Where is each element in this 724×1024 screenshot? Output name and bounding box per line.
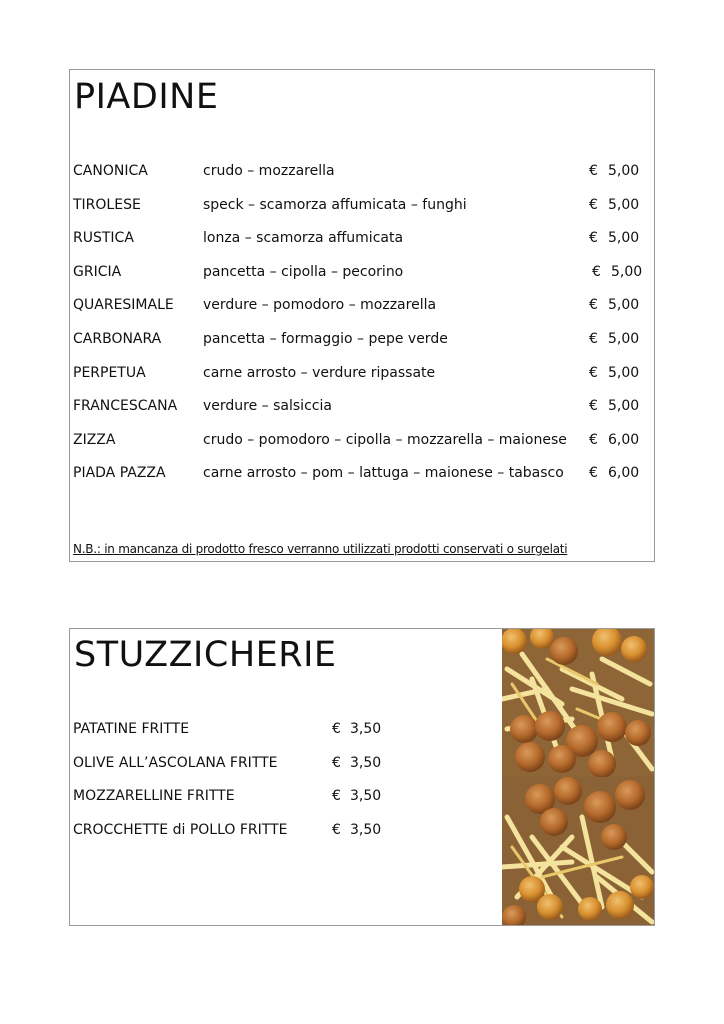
item-description: crudo – pomodoro – cipolla – mozzarella – maionese xyxy=(203,431,567,448)
item-description: lonza – scamorza affumicata xyxy=(203,230,404,247)
item-name: PERPETUA xyxy=(73,364,146,381)
snack-currency: € xyxy=(332,754,341,771)
piadine-section xyxy=(69,69,655,562)
item-description: pancetta – formaggio – pepe verde xyxy=(203,331,448,347)
menu-item-gricia xyxy=(70,262,654,282)
item-price: 5,00 xyxy=(608,297,640,314)
item-currency: € xyxy=(589,331,598,347)
item-name: RUSTICA xyxy=(73,230,134,247)
menu-item-tirolese xyxy=(70,195,654,215)
item-currency: € xyxy=(589,230,598,247)
item-description: verdure – salsiccia xyxy=(203,398,332,415)
item-description: speck – scamorza affumicata – funghi xyxy=(203,196,467,213)
item-currency: € xyxy=(589,431,598,448)
item-price: 5,00 xyxy=(608,331,640,347)
item-price: 5,00 xyxy=(608,230,640,247)
snack-price: 3,50 xyxy=(350,721,382,737)
piadine-title: PIADINE xyxy=(74,77,219,117)
item-price: 5,00 xyxy=(611,263,643,280)
stuzzicherie-section xyxy=(69,628,655,926)
menu-item-piada-pazza xyxy=(70,463,654,483)
item-price: 5,00 xyxy=(608,163,640,179)
item-currency: € xyxy=(592,263,601,280)
item-name: TIROLESE xyxy=(73,196,141,213)
snack-price: 3,50 xyxy=(350,822,382,839)
item-currency: € xyxy=(589,163,598,179)
snack-name: PATATINE FRITTE xyxy=(73,721,190,737)
item-name: QUARESIMALE xyxy=(73,297,174,314)
item-price: 5,00 xyxy=(608,398,640,415)
item-name: FRANCESCANA xyxy=(73,398,178,415)
menu-item-francescana xyxy=(70,396,654,416)
menu-item-rustica xyxy=(70,228,654,248)
item-name: CARBONARA xyxy=(73,331,162,347)
stuzzicherie-title: STUZZICHERIE xyxy=(74,635,337,675)
item-currency: € xyxy=(589,364,598,381)
item-description: verdure – pomodoro – mozzarella xyxy=(203,297,437,314)
menu-item-canonica xyxy=(70,161,654,181)
snack-currency: € xyxy=(332,721,341,737)
item-price: 5,00 xyxy=(608,196,640,213)
snack-currency: € xyxy=(332,822,341,839)
item-name: CANONICA xyxy=(73,163,148,179)
item-description: crudo – mozzarella xyxy=(203,163,335,179)
item-description: pancetta – cipolla – pecorino xyxy=(203,263,404,280)
snack-price: 3,50 xyxy=(350,788,382,805)
menu-item-quaresimale xyxy=(70,295,654,315)
snack-currency: € xyxy=(332,788,341,805)
item-currency: € xyxy=(589,196,598,213)
item-name: GRICIA xyxy=(73,263,122,280)
fries-and-croquettes-image xyxy=(502,629,655,925)
item-currency: € xyxy=(589,465,598,482)
item-description: carne arrosto – pom – lattuga – maionese – tabasco xyxy=(203,465,564,482)
menu-item-carbonara xyxy=(70,329,654,349)
fried-food-photo xyxy=(502,629,655,925)
menu-item-perpetua xyxy=(70,363,654,383)
snack-price: 3,50 xyxy=(350,754,382,771)
item-price: 6,00 xyxy=(608,431,640,448)
item-currency: € xyxy=(589,297,598,314)
availability-note: N.B.: in mancanza di prodotto fresco verranno utilizzati prodotti conservati o surgelati xyxy=(73,542,568,556)
snack-name: MOZZARELLINE FRITTE xyxy=(73,788,235,805)
item-description: carne arrosto – verdure ripassate xyxy=(203,364,436,381)
menu-item-zizza xyxy=(70,430,654,450)
item-name: ZIZZA xyxy=(73,431,116,448)
item-price: 5,00 xyxy=(608,364,640,381)
item-name: PIADA PAZZA xyxy=(73,465,166,482)
item-currency: € xyxy=(589,398,598,415)
snack-name: OLIVE ALL’ASCOLANA FRITTE xyxy=(73,754,278,771)
item-price: 6,00 xyxy=(608,465,640,482)
snack-name: CROCCHETTE di POLLO FRITTE xyxy=(73,822,288,839)
